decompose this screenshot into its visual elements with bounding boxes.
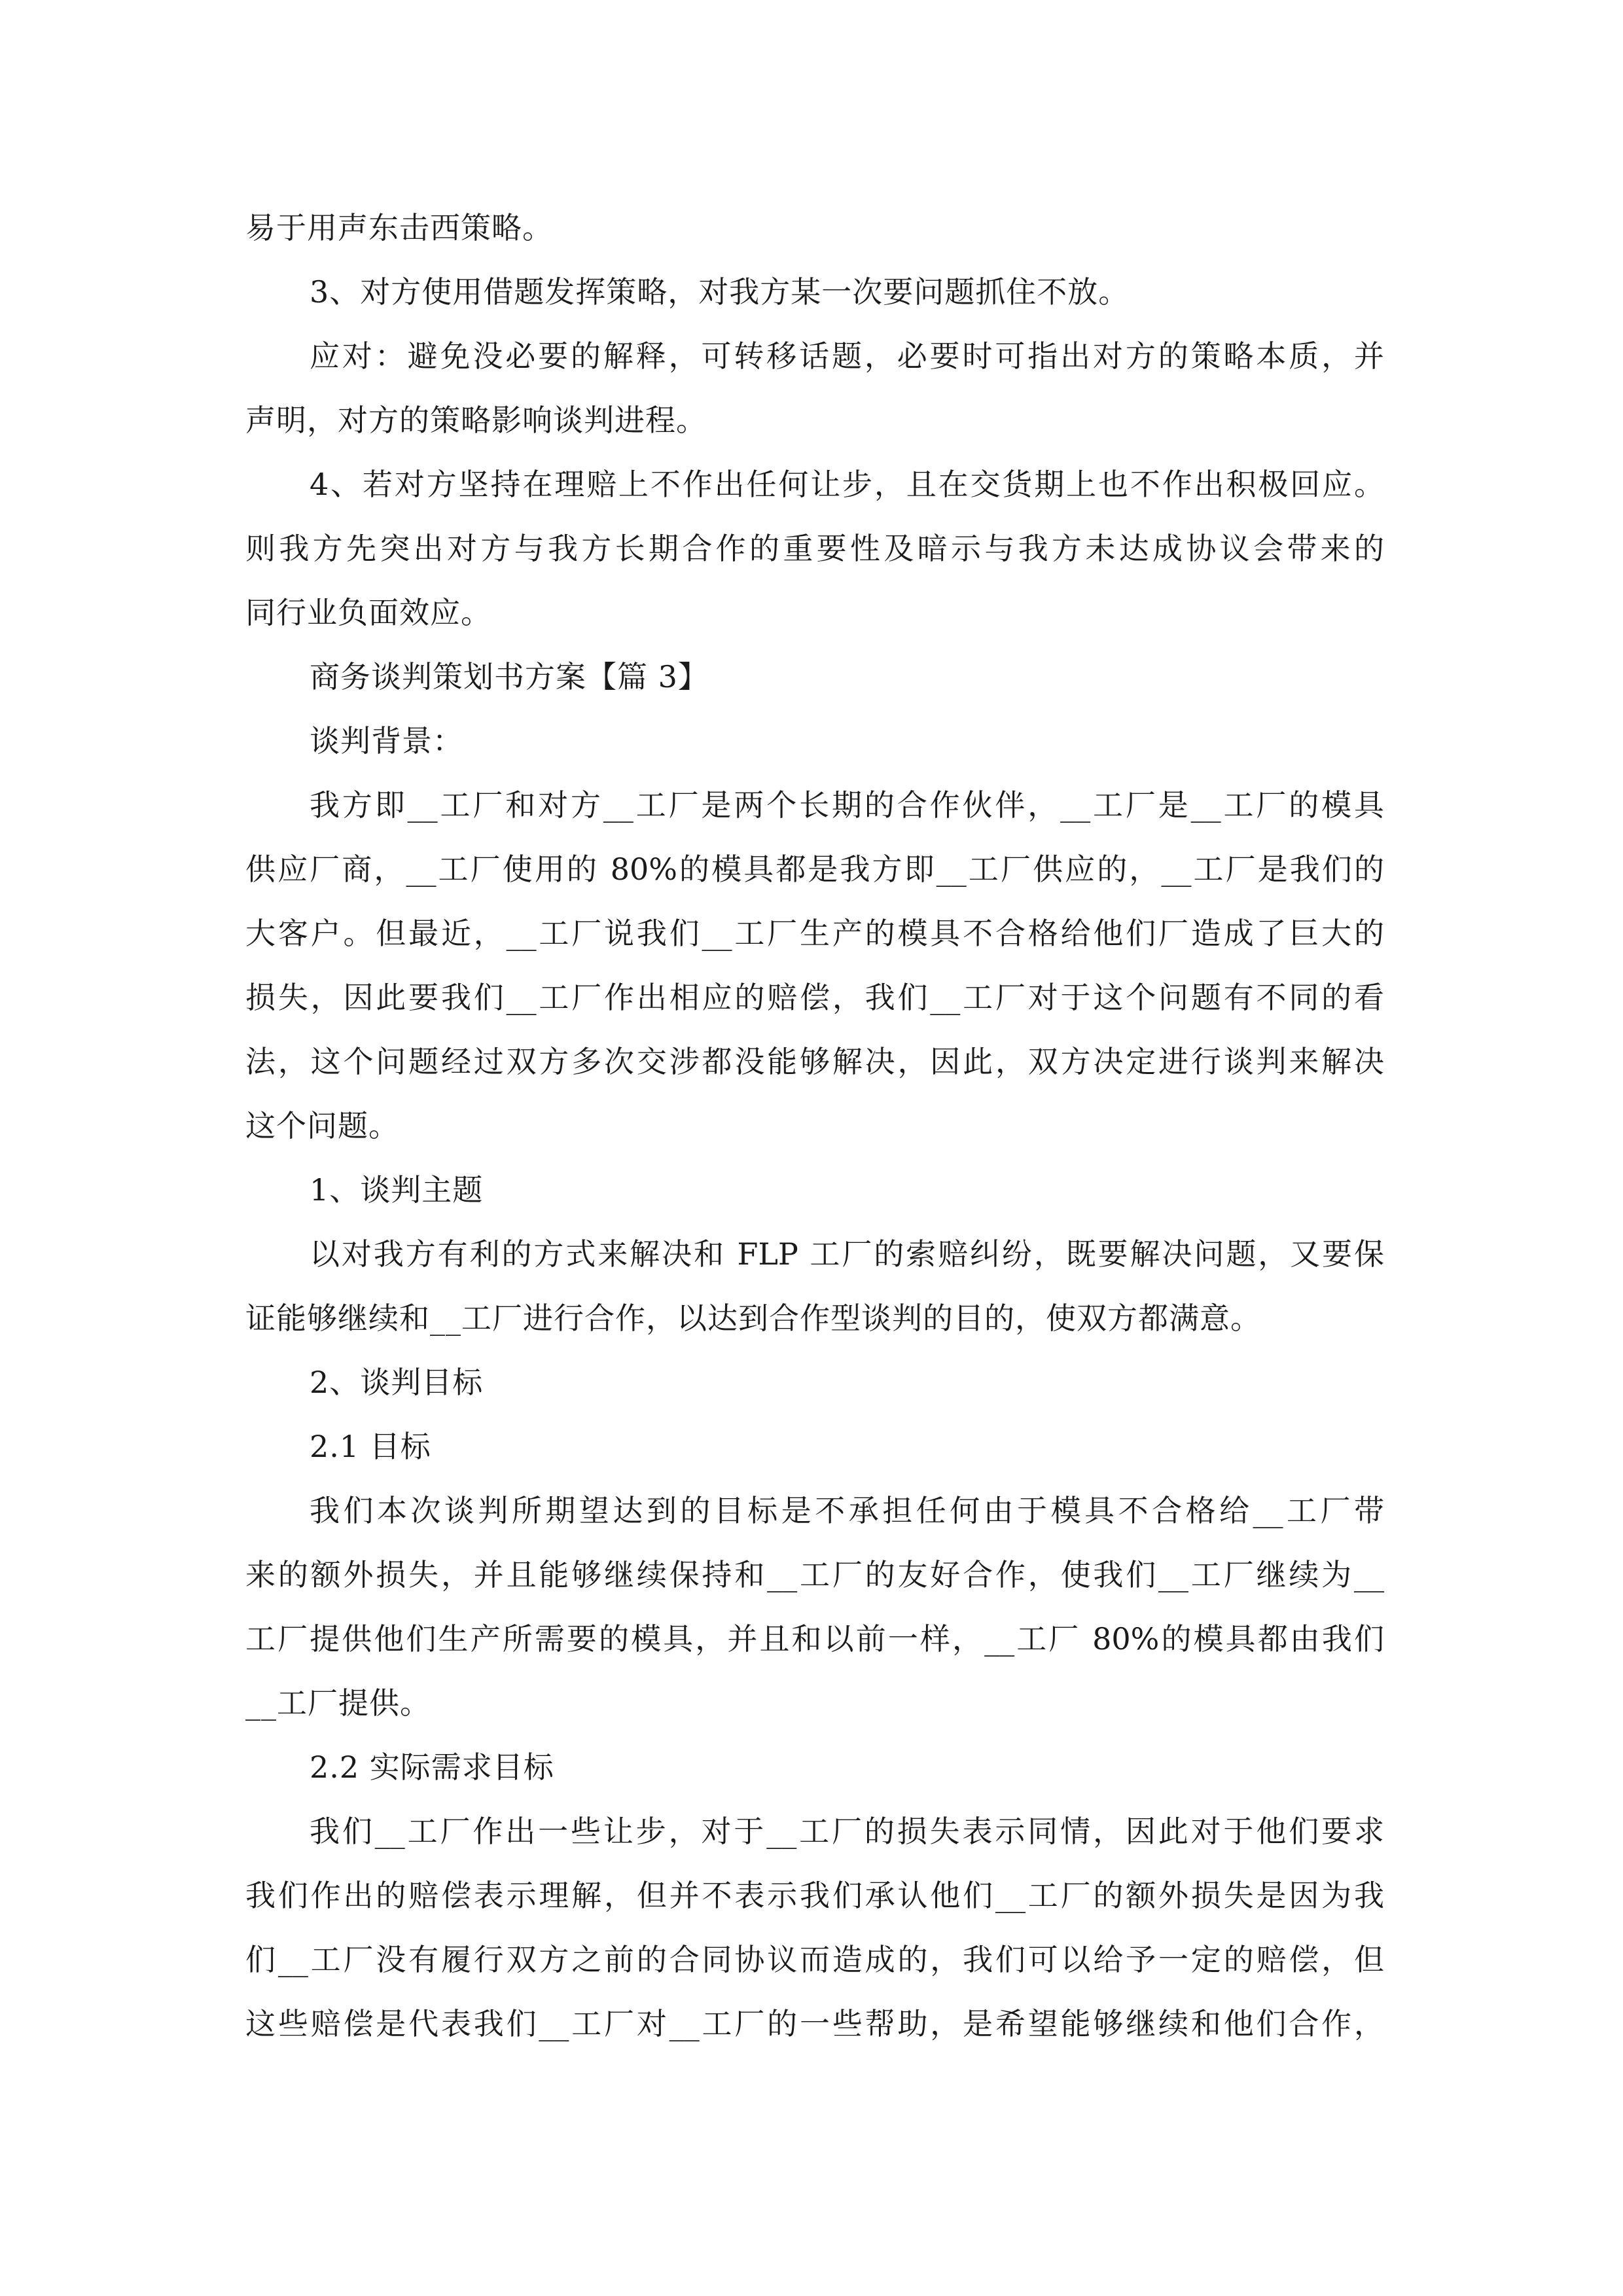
paragraph-line: 我们__工厂作出一些让步，对于__工厂的损失表示同情，因此对于他们要求 [310,1814,1384,1849]
paragraph-line: 损失，因此要我们__工厂作出相应的赔偿，我们__工厂对于这个问题有不同的看 [245,980,1384,1015]
document-page [245,0,1384,2296]
paragraph-line: 来的额外损失，并且能够继续保持和__工厂的友好合作，使我们__工厂继续为__ [245,1557,1384,1592]
paragraph-line: 证能够继续和__工厂进行合作，以达到合作型谈判的目的，使双方都满意。 [245,1300,1261,1336]
section-heading: 商务谈判策划书方案【篇 3】 [310,659,709,694]
paragraph-line: 工厂提供他们生产所需要的模具，并且和以前一样，__工厂 80%的模具都由我们 [245,1621,1384,1657]
paragraph-line: 们__工厂没有履行双方之前的合同协议而造成的，我们可以给予一定的赔偿，但 [245,1942,1384,1977]
subheading: 2.1 目标 [310,1429,431,1464]
subheading: 2.2 实际需求目标 [310,1749,554,1785]
paragraph-line: 以对我方有利的方式来解决和 FLP 工厂的索赔纠纷，既要解决问题，又要保 [310,1236,1384,1272]
paragraph-line: 则我方先突出对方与我方长期合作的重要性及暗示与我方未达成协议会带来的 [245,531,1384,566]
subheading: 1、谈判主题 [310,1172,484,1208]
paragraph-line: 我方即__工厂和对方__工厂是两个长期的合作伙伴，__工厂是__工厂的模具 [310,787,1384,823]
paragraph-line: 4、若对方坚持在理赔上不作出任何让步，且在交货期上也不作出积极回应。 [310,467,1384,502]
paragraph-line: 我们作出的赔偿表示理解，但并不表示我们承认他们__工厂的额外损失是因为我 [245,1878,1384,1913]
paragraph-line: 大客户。但最近，__工厂说我们__工厂生产的模具不合格给他们厂造成了巨大的 [245,916,1384,951]
paragraph-line: 这个问题。 [245,1108,399,1143]
paragraph-line: 应对：避免没必要的解释，可转移话题，必要时可指出对方的策略本质，并 [310,338,1384,374]
paragraph-line: 同行业负面效应。 [245,595,491,630]
paragraph-line: 3、对方使用借题发挥策略，对我方某一次要问题抓住不放。 [310,274,1130,310]
paragraph-line: 法，这个问题经过双方多次交涉都没能够解决，因此，双方决定进行谈判来解决 [245,1044,1384,1079]
paragraph-line: 这些赔偿是代表我们__工厂对__工厂的一些帮助，是希望能够继续和他们合作， [245,2006,1384,2041]
paragraph-line: 声明，对方的策略影响谈判进程。 [245,403,707,438]
paragraph-line: 我们本次谈判所期望达到的目标是不承担任何由于模具不合格给__工厂带 [310,1493,1384,1528]
subheading: 谈判背景： [310,723,463,759]
subheading: 2、谈判目标 [310,1365,484,1400]
paragraph-line: __工厂提供。 [245,1685,431,1721]
paragraph-line: 易于用声东击西策略。 [245,210,553,245]
paragraph-line: 供应厂商，__工厂使用的 80%的模具都是我方即__工厂供应的，__工厂是我们的 [245,852,1384,887]
